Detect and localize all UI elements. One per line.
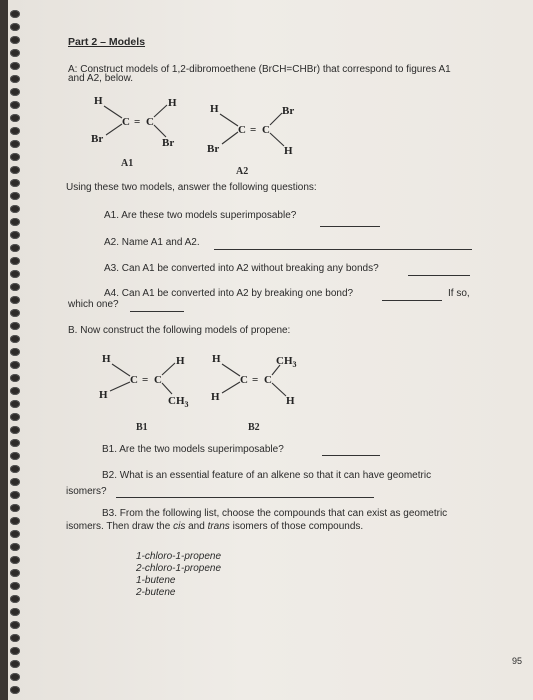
answer-blank-a4[interactable] [382, 300, 442, 301]
atom-h: H [168, 97, 177, 109]
label-b2: B2 [248, 422, 260, 433]
atom-c: C [264, 374, 272, 386]
spiral-binding [8, 10, 22, 700]
binding-hole [10, 153, 20, 161]
atom-h: H [102, 353, 111, 365]
binding-hole [10, 465, 20, 473]
atom-c: C [130, 374, 138, 386]
binding-hole [10, 686, 20, 694]
binding-hole [10, 10, 20, 18]
answer-blank-b2[interactable] [116, 497, 374, 498]
label-a1: A1 [121, 158, 134, 169]
binding-hole [10, 270, 20, 278]
question-a4-ifso: If so, [448, 288, 470, 299]
atom-br: Br [91, 133, 104, 145]
answer-blank-b1[interactable] [322, 455, 380, 456]
binding-hole [10, 101, 20, 109]
binding-hole [10, 621, 20, 629]
binding-hole [10, 387, 20, 395]
atom-c: C [154, 374, 162, 386]
atom-h: H [176, 355, 185, 367]
compound-item: 2-butene [136, 587, 176, 598]
binding-hole [10, 530, 20, 538]
atom-c: C [146, 116, 154, 128]
binding-hole [10, 452, 20, 460]
binding-hole [10, 426, 20, 434]
question-b3: B3. From the following list, choose the compounds that can exist as geometric [102, 508, 448, 519]
binding-hole [10, 140, 20, 148]
question-a4-line2: which one? [68, 299, 119, 310]
binding-hole [10, 582, 20, 590]
label-a2: A2 [236, 166, 249, 177]
answer-blank-a2[interactable] [214, 249, 472, 250]
question-a1: A1. Are these two models superimposable? [104, 210, 297, 221]
binding-hole [10, 660, 20, 668]
section-a-intro-line2: and A2, below. [68, 73, 134, 84]
atom-br: Br [207, 143, 220, 155]
binding-hole [10, 244, 20, 252]
label-b1: B1 [136, 422, 148, 433]
svg-text:CH3: $CH_3$ [276, 355, 297, 369]
binding-hole [10, 75, 20, 83]
binding-hole [10, 517, 20, 525]
double-bond: = [142, 374, 149, 386]
binding-hole [10, 192, 20, 200]
atom-h: H [210, 103, 219, 115]
binding-hole [10, 491, 20, 499]
section-a-intro-line1: A: Construct models of 1,2-dibromoethene (BrCH=CHBr) that correspond to figures A1 [68, 64, 451, 75]
answer-blank-a3[interactable] [408, 275, 470, 276]
binding-hole [10, 439, 20, 447]
double-bond: = [134, 116, 141, 128]
binding-hole [10, 361, 20, 369]
atom-h: H [211, 391, 220, 403]
page-number: 95 [512, 656, 523, 666]
binding-hole [10, 62, 20, 70]
binding-hole [10, 88, 20, 96]
answer-blank-a1[interactable] [320, 226, 380, 227]
binding-hole [10, 400, 20, 408]
atom-c: C [240, 374, 248, 386]
binding-hole [10, 673, 20, 681]
binding-hole [10, 179, 20, 187]
binding-hole [10, 114, 20, 122]
binding-hole [10, 218, 20, 226]
svg-text:CH3: $CH_3$ [168, 395, 189, 409]
atom-h: H [99, 389, 108, 401]
section-a-prompt: Using these two models, answer the following questions: [66, 182, 317, 193]
binding-hole [10, 205, 20, 213]
binding-hole [10, 543, 20, 551]
question-b2-line2: isomers? [66, 486, 107, 497]
atom-h: H [284, 145, 293, 157]
atom-c: C [122, 116, 130, 128]
double-bond: = [250, 124, 257, 136]
section-b-intro: B. Now construct the following models of propene: [68, 325, 291, 336]
atom-br: Br [162, 137, 175, 149]
binding-hole [10, 556, 20, 564]
binding-hole [10, 634, 20, 642]
part-title: Part 2 – Models [68, 36, 146, 48]
atom-h: H [212, 353, 221, 365]
structure-a1 [88, 92, 183, 154]
question-a3: A3. Can A1 be converted into A2 without breaking any bonds? [104, 263, 379, 274]
binding-hole [10, 335, 20, 343]
methyl-group [168, 395, 189, 409]
binding-hole [10, 413, 20, 421]
question-b3-line2: isomers. Then draw the cis and trans isomers of those compounds. [66, 521, 364, 532]
atom-h: H [286, 395, 295, 407]
question-a2: A2. Name A1 and A2. [104, 237, 200, 248]
binding-hole [10, 569, 20, 577]
binding-hole [10, 322, 20, 330]
binding-hole [10, 478, 20, 486]
binding-hole [10, 127, 20, 135]
binding-hole [10, 231, 20, 239]
double-bond: = [252, 374, 259, 386]
binding-hole [10, 374, 20, 382]
structure-b1 [96, 350, 196, 418]
worksheet-page [8, 0, 533, 700]
binding-hole [10, 49, 20, 57]
question-b1: B1. Are the two models superimposable? [102, 444, 284, 455]
binding-hole [10, 348, 20, 356]
binding-hole [10, 166, 20, 174]
binding-hole [10, 283, 20, 291]
binding-hole [10, 647, 20, 655]
atom-c: C [262, 124, 270, 136]
atom-c: C [238, 124, 246, 136]
binding-hole [10, 257, 20, 265]
compound-item: 2-chloro-1-propene [136, 563, 222, 574]
question-a4: A4. Can A1 be converted into A2 by breaking one bond? [104, 288, 354, 299]
atom-h: H [94, 95, 103, 107]
binding-hole [10, 595, 20, 603]
compound-item: 1-butene [136, 575, 176, 586]
atom-br: Br [282, 105, 295, 117]
question-b2: B2. What is an essential feature of an alkene so that it can have geometric [102, 470, 432, 481]
structure-a2 [204, 100, 304, 162]
binding-hole [10, 608, 20, 616]
binding-hole [10, 36, 20, 44]
binding-hole [10, 296, 20, 304]
binding-hole [10, 309, 20, 317]
binding-hole [10, 504, 20, 512]
binding-hole [10, 23, 20, 31]
answer-blank-a4-which[interactable] [130, 311, 184, 312]
compound-item: 1-chloro-1-propene [136, 551, 222, 562]
structure-b2 [206, 350, 316, 418]
